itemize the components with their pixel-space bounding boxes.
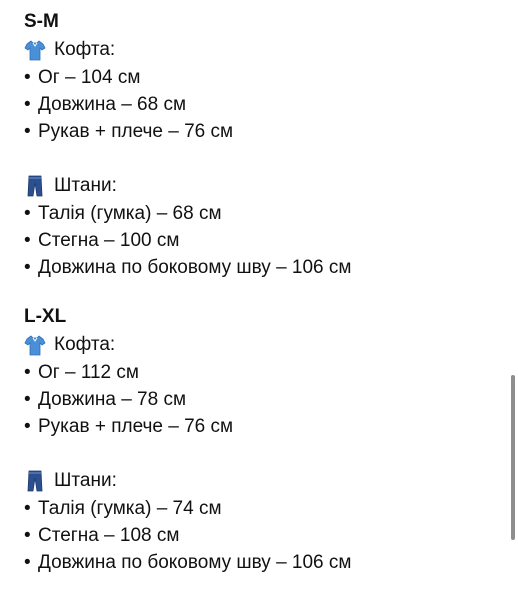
bottom-garment-header: [24, 172, 494, 200]
list-item: • Довжина по боковому шву – 106 см: [24, 257, 352, 278]
list-item: • Довжина по боковому шву – 106 см: [24, 552, 352, 573]
shirt-icon: [24, 39, 46, 61]
list-item: • Ог – 112 см: [24, 362, 139, 383]
vertical-scrollbar[interactable]: [511, 375, 515, 540]
top-garment-label: Кофта:: [54, 39, 116, 60]
list-item: • Ог – 104 см: [24, 67, 141, 88]
pants-icon: [24, 470, 46, 492]
list-item: • Довжина – 68 см: [24, 94, 187, 115]
list-item: • Талія (гумка) – 68 см: [24, 203, 222, 224]
shirt-icon: [24, 334, 46, 356]
bottom-garment-label: Штани:: [54, 470, 117, 491]
list-item: • Стегна – 108 см: [24, 525, 180, 546]
top-garment-header: [24, 331, 494, 359]
list-item: • Довжина – 78 см: [24, 389, 187, 410]
size-heading: S-M: [24, 11, 59, 32]
list-item: • Талія (гумка) – 74 см: [24, 498, 222, 519]
size-section-s-m: [24, 8, 494, 281]
pants-icon: [24, 175, 46, 197]
list-item: • Рукав + плече – 76 см: [24, 416, 234, 437]
top-garment-label: Кофта:: [54, 334, 116, 355]
bottom-garment-label: Штани:: [54, 175, 117, 196]
list-item: • Стегна – 100 см: [24, 230, 180, 251]
top-garment-header: [24, 36, 494, 64]
list-item: • Рукав + плече – 76 см: [24, 121, 234, 142]
size-section-l-xl: [24, 303, 494, 576]
size-heading: L-XL: [24, 306, 67, 327]
bottom-garment-header: [24, 467, 494, 495]
